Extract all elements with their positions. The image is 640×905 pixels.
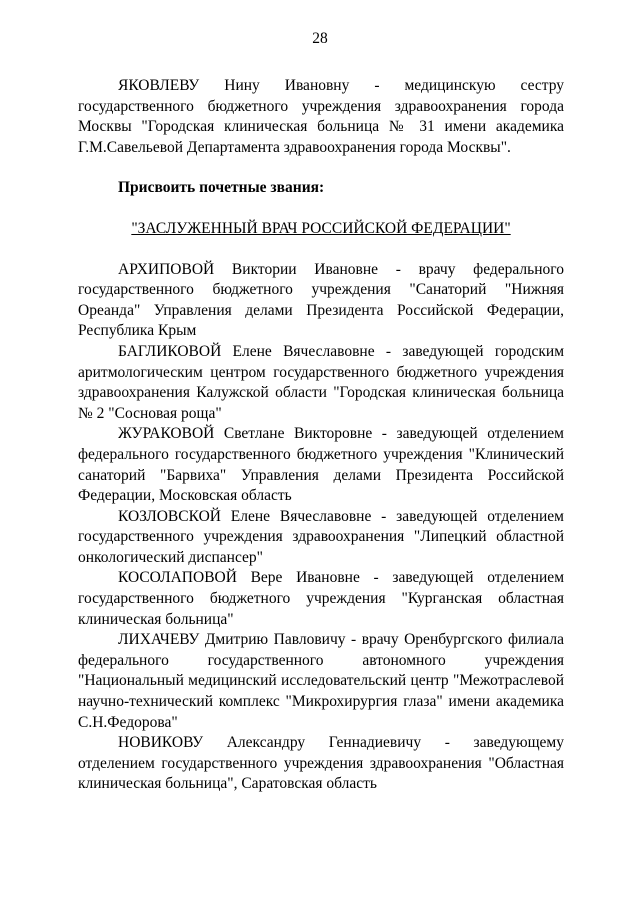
award-title: "ЗАСЛУЖЕННЫЙ ВРАЧ РОССИЙСКОЙ ФЕДЕРАЦИИ"	[131, 219, 511, 237]
award-entry	[78, 507, 564, 569]
person-description: - врачу федерального государственного бюджетного учреждения "Санаторий "Нижняя Ореанда" Управления делами Президента Российской Федерации, Республика Крым	[78, 260, 565, 340]
person-name: КОЗЛОВСКОЙ Елене Вячеславовне	[118, 507, 372, 525]
person-name: НОВИКОВУ Александру Геннадиевичу	[118, 734, 422, 752]
person-name: БАГЛИКОВОЙ Елене Вячеславовне	[118, 342, 375, 360]
person-description: - заведующей отделением государственного учреждения здравоохранения "Липецкий областной онкологический диспансер"	[78, 507, 564, 566]
award-entry	[78, 733, 564, 795]
person-description: - заведующей отделением федерального государственного бюджетного учреждения "Клинический санаторий "Барвиха" Управления делами Президента Российской Федерации, Московская область	[78, 425, 564, 505]
person-name: ЛИХАЧЕВУ Дмитрию Павловичу	[118, 631, 346, 649]
person-name: КОСОЛАПОВОЙ Вере Ивановне	[118, 569, 360, 587]
person-name: ЖУРАКОВОЙ Светлане Викторовне	[118, 425, 373, 443]
page-number: 28	[312, 30, 328, 47]
person-description: - врачу Оренбургского филиала федерального государственного автономного учреждения "Национальный медицинский исследовательский центр "Межотраслевой научно-технический комплекс "Микрохирургия глаза" имени академика С.Н.Федорова"	[78, 631, 565, 731]
intro-entry	[78, 76, 564, 158]
award-entry	[78, 424, 564, 506]
award-entry	[78, 568, 564, 630]
person-description: - заведующему отделением государственного учреждения здравоохранения "Областная клиническая больница", Саратовская область	[78, 734, 564, 793]
person-name: ЯКОВЛЕВУ Нину Ивановну	[118, 77, 350, 94]
person-description: - заведующей отделением государственного бюджетного учреждения "Курганская областная клиническая больница"	[78, 569, 564, 628]
award-entry	[78, 260, 564, 342]
person-description: - заведующей городским аритмологическим центром государственного бюджетного учреждения здравоохранения Калужской области "Городская клиническая больница № 2 "Сосновая роща"	[78, 342, 565, 422]
award-entry	[78, 342, 564, 424]
document-body	[78, 76, 564, 795]
person-name: АРХИПОВОЙ Виктории Ивановне	[118, 260, 378, 278]
award-entry	[78, 630, 564, 733]
person-description: - медицинскую сестру государственного бюджетного учреждения здравоохранения города Москвы "Городская клиническая больница № 31 имени академика Г.М.Савельевой Департамента здравоохранения города Москвы".	[78, 77, 564, 156]
section-heading: Присвоить почетные звания:	[118, 179, 325, 197]
